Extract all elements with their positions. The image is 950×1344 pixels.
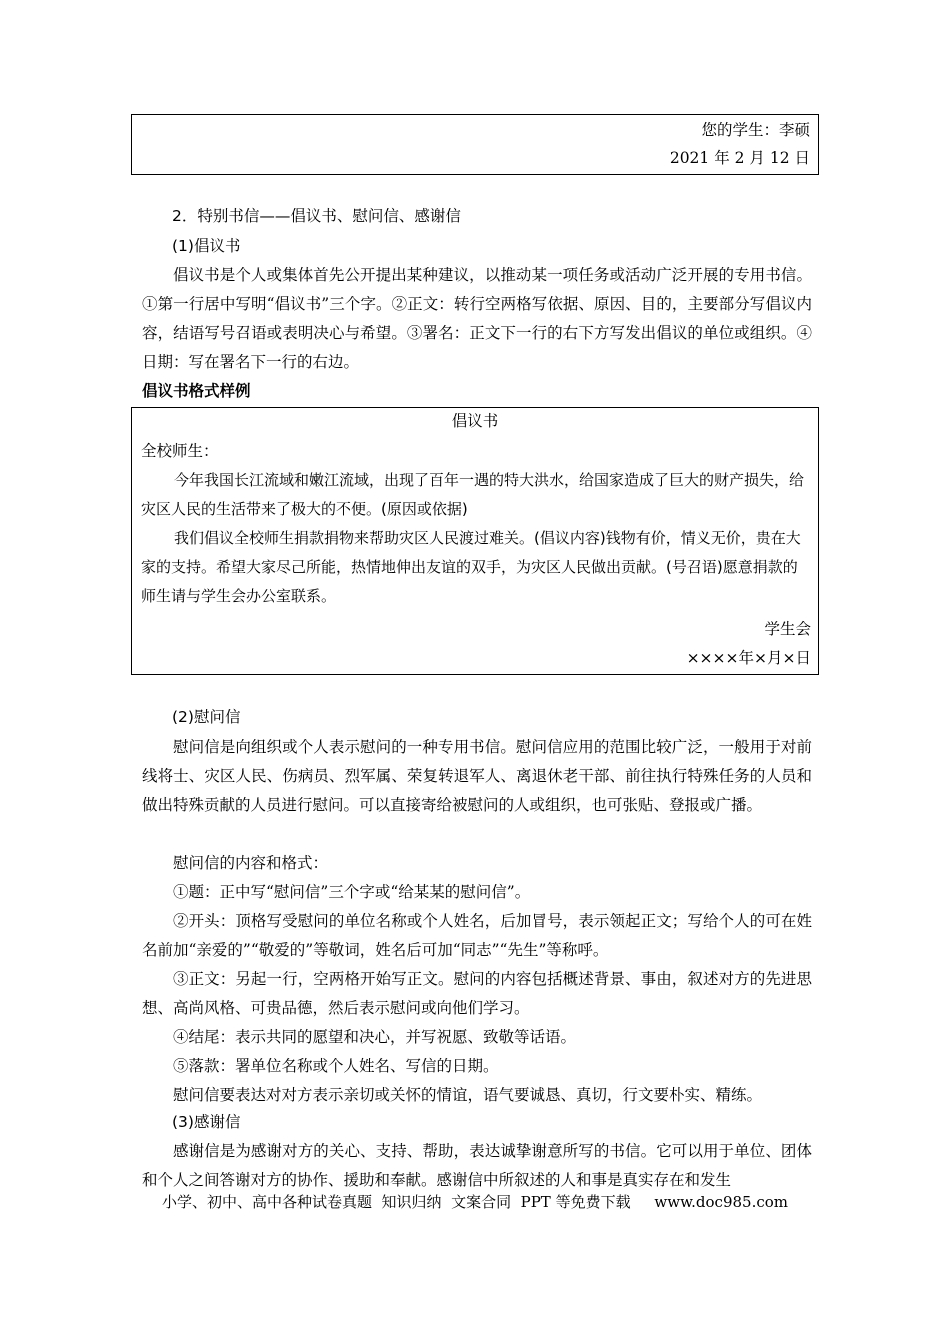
weiwenxin-item-2: ②开头：顶格写受慰问的单位名称或个人姓名，后加冒号，表示领起正文；写给个人的可在姓名前加“亲爱的”“敬爱的”等敬词，姓名后可加“同志”“先生”等称呼。 [142, 912, 812, 959]
sample-signer: 学生会 [764, 620, 811, 638]
section-heading: 2．特别书信——倡议书、慰问信、感谢信 [172, 207, 461, 225]
weiwenxin-item-5: ⑤落款：署单位名称或个人姓名、写信的日期。 [173, 1057, 499, 1075]
letter-signature: 您的学生：李硕 [701, 121, 810, 139]
weiwenxin-item-3: ③正文：另起一行，空两格开始写正文。慰问的内容包括概述背景、事由，叙述对方的先进思想、高尚风格、可贵品德，然后表示慰问或向他们学习。 [142, 970, 812, 1017]
letter-date: 2021 年 2 月 12 日 [669, 149, 810, 167]
changyishu-paragraph: 倡议书是个人或集体首先公开提出某种建议，以推动某一项任务或活动广泛开展的专用书信。①第一行居中写明“倡议书”三个字。②正文：转行空两格写依据、原因、目的，主要部分写倡议内容，结语写号召语或表明决心与希望。③署名：正文下一行的右下方写发出倡议的单位或组织。④日期：写在署名下一行的右边。 [142, 266, 812, 371]
subheading-weiwenxin: (2)慰问信 [172, 708, 241, 726]
sample-body-2: 我们倡议全校师生捐款捐物来帮助灾区人民渡过难关。(倡议内容)钱物有价，情义无价，贵在大家的支持。希望大家尽己所能，热情地伸出友谊的双手，为灾区人民做出贡献。(号召语)愿意捐款的师生请与学生会办公室联系。 [141, 529, 801, 605]
weiwenxin-paragraph-1: 慰问信是向组织或个人表示慰问的一种专用书信。慰问信应用的范围比较广泛，一般用于对前线将士、灾区人民、伤病员、烈军属、荣复转退军人、离退休老干部、前往执行特殊任务的人员和做出特殊贡献的人员进行慰问。可以直接寄给被慰问的人或组织，也可张贴、登报或广播。 [142, 738, 812, 814]
sample-date: ××××年×月×日 [686, 649, 811, 667]
letter-tail-box [131, 114, 819, 175]
sample-label: 倡议书格式样例 [142, 382, 251, 400]
sample-salutation: 全校师生： [141, 442, 219, 460]
page-footer: 小学、初中、高中各种试卷真题 知识归纳 文案合同 PPT 等免费下载 www.doc985.com [162, 1193, 789, 1211]
subheading-changyishu: (1)倡议书 [172, 237, 241, 255]
weiwenxin-paragraph-3: 慰问信要表达对对方表示亲切或关怀的情谊，语气要诚恳、真切，行文要朴实、精练。 [173, 1086, 763, 1104]
sample-body-1: 今年我国长江流域和嫩江流域，出现了百年一遇的特大洪水，给国家造成了巨大的财产损失，给灾区人民的生活带来了极大的不便。(原因或依据) [141, 471, 805, 518]
subheading-ganxiexin: (3)感谢信 [172, 1113, 241, 1131]
ganxiexin-paragraph-1: 感谢信是为感谢对方的关心、支持、帮助，表达诚挚谢意所写的书信。它可以用于单位、团体和个人之间答谢对方的协作、援助和奉献。感谢信中所叙述的人和事是真实存在和发生 [142, 1142, 812, 1189]
sample-title: 倡议书 [451, 412, 499, 430]
weiwenxin-item-1: ①题：正中写“慰问信”三个字或“给某某的慰问信”。 [173, 883, 531, 901]
weiwenxin-paragraph-2: 慰问信的内容和格式： [173, 854, 329, 872]
weiwenxin-item-4: ④结尾：表示共同的愿望和决心，并写祝愿、致敬等话语。 [173, 1028, 577, 1046]
